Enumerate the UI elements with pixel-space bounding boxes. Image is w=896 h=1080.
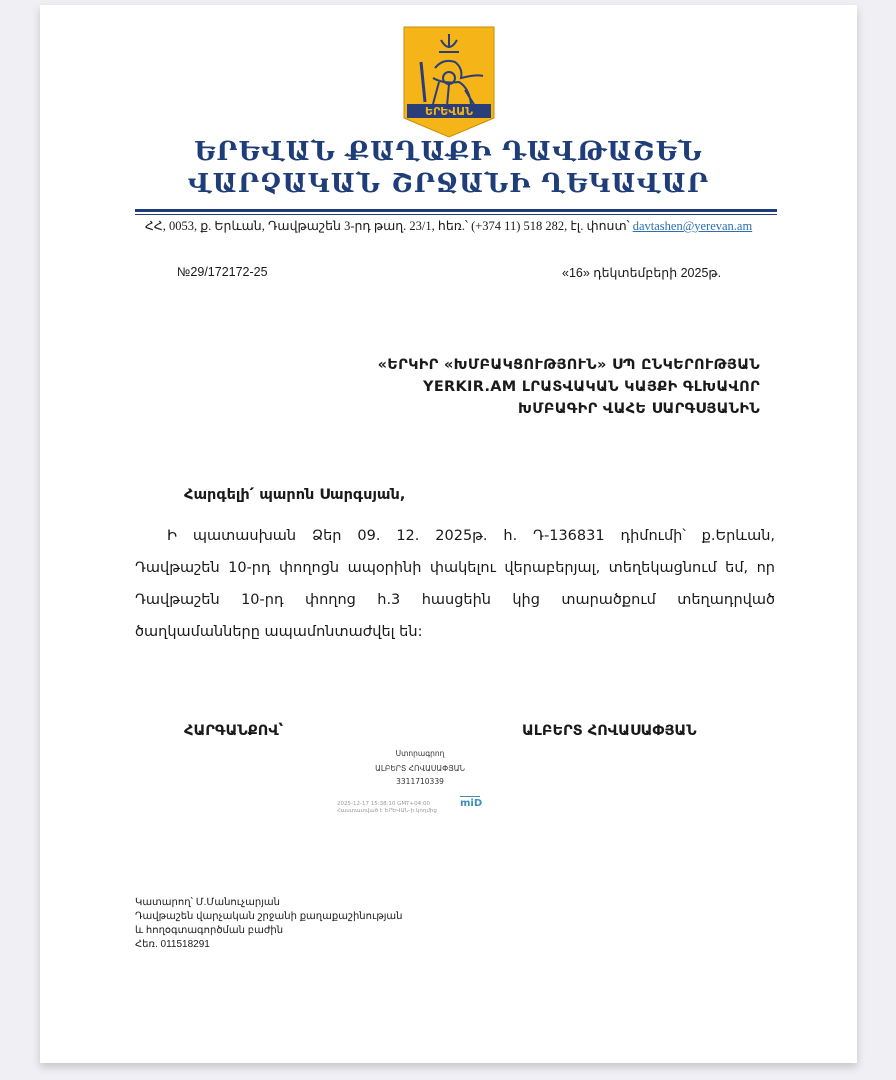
address-line [40, 218, 857, 234]
body-text: Դավթաշեն 10-րդ փողոցն ապօրինի փակելու վերաբերյալ, տեղեկացնում եմ, որ [135, 560, 775, 576]
timestamp-text: 2025-12-17 15:38:10 GMT+04:00 [337, 801, 430, 807]
body-line-2 [135, 552, 775, 584]
letterhead-title-line2: ՎԱՐՉԱԿԱՆ ՇՐՋԱՆԻ ՂԵԿԱՎԱՐ [187, 169, 710, 199]
body-line-3 [135, 584, 775, 616]
body-text: Ի պատասխան Ձեր 09. 12. 2025թ. հ. Դ-136831 դիմումի՝ ք.Երևան, [167, 528, 775, 544]
body-line-1 [135, 520, 775, 552]
stamp-id: 3311710339 [396, 777, 444, 786]
body-line-4 [135, 616, 775, 648]
closing: ՀԱՐԳԱՆՔՈՎ՝ [184, 723, 284, 739]
signature-timestamp [337, 801, 437, 815]
stamp-label: Ստորագրող [395, 749, 445, 758]
document-date: «16» դեկտեմբերի 2025թ. [562, 266, 722, 280]
address-text: ՀՀ, 0053, ք. Երևան, Դավթաշեն 3-րդ թաղ. 23/1, հեռ.՝ (+374 11) 518 282, էլ. փոստ՝ [144, 219, 633, 233]
footer-line1: Կատարող՝ Մ.Մանուչարյան [135, 897, 280, 908]
body-text: ծաղկամանները ապամոնտաժվել են: [135, 624, 423, 640]
letterhead-title-line1: ԵՐԵՎԱՆ ՔԱՂԱՔԻ ԴԱՎԹԱՇԵՆ [194, 137, 703, 167]
stamp-name: ԱԼԲԵՐՏ ՀՈՎԱՍԱՓՅԱՆ [375, 764, 465, 773]
document-page [40, 5, 857, 1063]
recipient-line1: «ԵՐԿԻՐ «ԽՄԲԱԿՑՈՒԹՅՈՒՆ» ՍՊ ԸՆԿԵՐՈՒԹՅԱՆ [377, 357, 760, 373]
timestamp-note: Հաստատված է ԵՐԵՎԱՆ-ի կողմից [337, 808, 437, 814]
recipient-line2: YERKIR.AM ԼՐԱՏՎԱԿԱՆ ԿԱՅՔԻ ԳԼԽԱՎՈՐ [423, 379, 760, 395]
footer-line2: Դավթաշեն վարչական շրջանի քաղաքաշինության [135, 911, 403, 922]
recipient-line3: ԽՄԲԱԳԻՐ ՎԱՀԵ ՍԱՐԳՍՅԱՆԻՆ [517, 401, 760, 417]
body-text: Դավթաշեն 10-րդ փողոց հ.3 հասցեին կից տարածքում տեղադրված [135, 592, 775, 608]
mid-logo-text: miD [460, 798, 483, 809]
footer-line3: և հողօգտագործման բաժին [135, 925, 284, 936]
emblem-label: ԵՐԵՎԱՆ [424, 105, 474, 118]
greeting: Հարգելի՛ պարոն Սարգսյան, [184, 487, 406, 503]
mid-logo [460, 798, 483, 812]
document-number: №29/172172-25 [177, 265, 268, 279]
header-rule-thick [135, 209, 777, 212]
email-link[interactable]: davtashen@yerevan.am [632, 219, 753, 233]
footer-line4: Հեռ. 011518291 [135, 939, 210, 950]
header-rule-thin [135, 214, 777, 215]
yerevan-coat-of-arms [403, 26, 495, 138]
signer-name: ԱԼԲԵՐՏ ՀՈՎԱՍԱՓՅԱՆ [522, 723, 697, 739]
